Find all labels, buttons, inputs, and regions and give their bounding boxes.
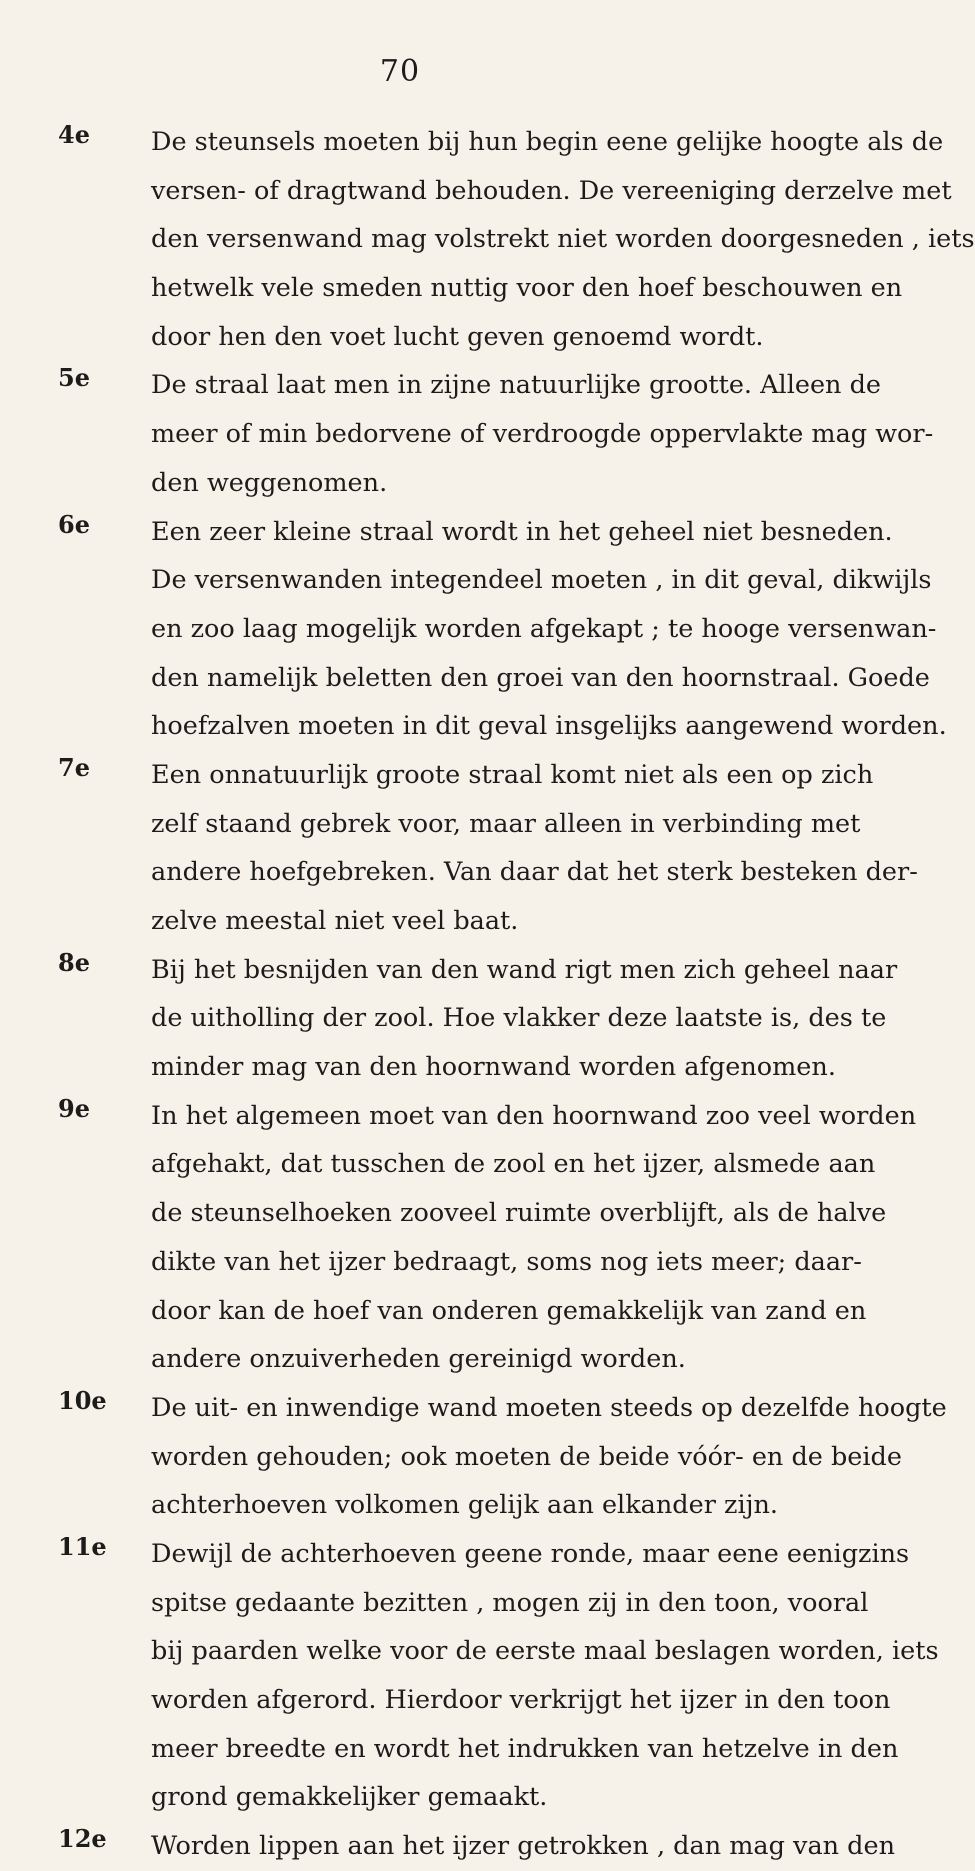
- paragraph: [58, 118, 975, 361]
- text-line: den weggenomen.: [151, 467, 388, 498]
- text-line: hetwelk vele smeden nuttig voor den hoef beschouwen en: [151, 273, 903, 304]
- paragraph: [58, 1530, 939, 1822]
- text-line: versen- of dragtwand behouden. De vereeniging derzelve met: [151, 175, 952, 206]
- page-number: 70: [379, 54, 421, 89]
- paragraph: [58, 361, 934, 507]
- paragraph: [58, 946, 898, 1092]
- text-line: Een onnatuurlijk groote straal komt niet als een op zich: [151, 759, 874, 790]
- text-line: afgehakt, dat tusschen de zool en het ijzer, alsmede aan: [151, 1149, 876, 1180]
- text-line: de steunselhoeken zooveel ruimte overblijft, als de halve: [151, 1198, 887, 1229]
- text-line: door hen den voet lucht geven genoemd wordt.: [151, 321, 764, 352]
- text-line: zelf staand gebrek voor, maar alleen in verbinding met: [151, 808, 861, 839]
- paragraph-number: 10e: [58, 1385, 107, 1415]
- text-line: grond gemakkelijker gemaakt.: [151, 1782, 548, 1813]
- paragraph: [58, 508, 947, 751]
- text-line: De uit- en inwendige wand moeten steeds op dezelfde hoogte: [151, 1392, 947, 1423]
- text-line: meer breedte en wordt het indrukken van hetzelve in den: [151, 1733, 899, 1764]
- text-line: In het algemeen moet van den hoornwand zoo veel worden: [151, 1100, 917, 1131]
- text-line: door kan de hoef van onderen gemakkelijk van zand en: [151, 1295, 867, 1326]
- text-line: worden afgerord. Hierdoor verkrijgt het ijzer in den toon: [151, 1685, 891, 1715]
- text-line: worden gehouden; ook moeten de beide vóór- en de beide: [151, 1441, 902, 1472]
- text-line: De versenwanden integendeel moeten , in dit geval, dikwijls: [151, 565, 932, 596]
- text-line: De steunsels moeten bij hun begin eene gelijke hoogte als de: [151, 127, 944, 157]
- text-line: meer of min bedorvene of verdroogde oppervlakte mag wor-: [151, 419, 934, 450]
- paragraph-number: 7e: [58, 752, 90, 782]
- paragraph-number: 5e: [58, 363, 90, 393]
- page-body: [58, 118, 975, 1871]
- text-line: achterhoeven volkomen gelijk aan elkander zijn.: [151, 1490, 779, 1521]
- paragraph-number: 9e: [58, 1093, 90, 1123]
- paragraph-number: 4e: [58, 120, 90, 149]
- text-line: dikte van het ijzer bedraagt, soms nog iets meer; daar-: [151, 1246, 862, 1277]
- text-line: minder mag van den hoornwand worden afgenomen.: [151, 1052, 836, 1083]
- paragraph: [58, 751, 918, 946]
- text-line: den namelijk beletten den groei van den hoornstraal. Goede: [151, 662, 930, 693]
- paragraph-number: 12e: [58, 1824, 107, 1854]
- text-line: hoefzalven moeten in dit geval insgelijks aangewend worden.: [151, 711, 947, 742]
- text-line: Dewijl de achterhoeven geene ronde, maar eene eenigzins: [151, 1538, 910, 1569]
- paragraph-number: 11e: [58, 1531, 107, 1561]
- text-line: spitse gedaante bezitten , mogen zij in den toon, vooral: [151, 1587, 869, 1618]
- paragraph-number: 6e: [58, 509, 90, 539]
- paragraph: [58, 1822, 896, 1871]
- paragraph: [58, 1092, 917, 1384]
- text-line: Een zeer kleine straal wordt in het geheel niet besneden.: [151, 516, 893, 547]
- paragraph-number: 8e: [58, 947, 90, 977]
- text-line: bij paarden welke voor de eerste maal beslagen worden, iets: [151, 1636, 939, 1667]
- text-line: andere onzuiverheden gereinigd worden.: [151, 1344, 686, 1375]
- text-line: Bij het besnijden van den wand rigt men zich geheel naar: [151, 954, 898, 985]
- text-line: en zoo laag mogelijk worden afgekapt ; te hooge versenwan-: [151, 613, 937, 644]
- paragraph: [58, 1384, 947, 1530]
- text-line: Worden lippen aan het ijzer getrokken , dan mag van den: [151, 1831, 896, 1862]
- text-line: De straal laat men in zijne natuurlijke grootte. Alleen de: [151, 370, 881, 401]
- text-line: de uitholling der zool. Hoe vlakker deze laatste is, des te: [151, 1003, 887, 1034]
- text-line: zelve meestal niet veel baat.: [151, 906, 519, 936]
- text-line: andere hoefgebreken. Van daar dat het sterk besteken der-: [151, 857, 918, 888]
- text-line: den versenwand mag volstrekt niet worden doorgesneden , iets: [151, 224, 975, 255]
